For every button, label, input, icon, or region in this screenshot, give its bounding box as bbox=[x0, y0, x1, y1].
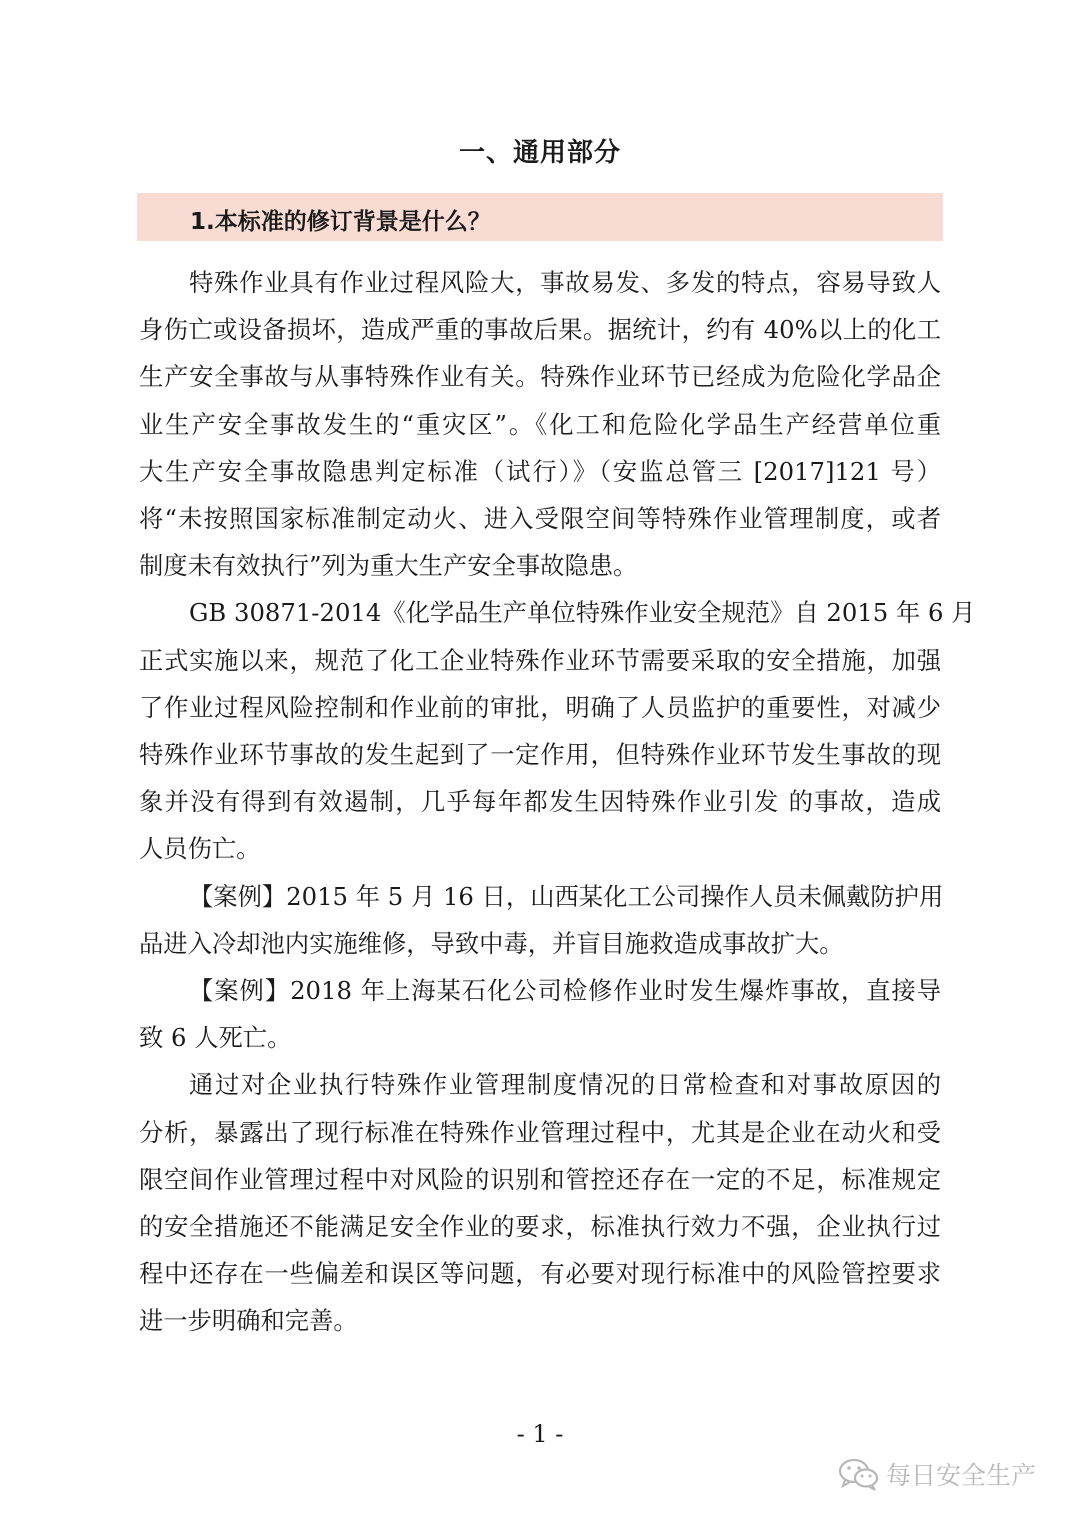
paragraph-standard-history bbox=[139, 589, 976, 872]
question-heading-bar bbox=[137, 193, 943, 241]
text-line: 特殊作业具有作业过程风险大，事故易发、多发的特点，容易导致人 bbox=[189, 268, 941, 297]
text-line: 身伤亡或设备损坏，造成严重的事故后果。据统计，约有 40%以上的化工 bbox=[139, 315, 941, 345]
text-line: 进一步明确和完善。 bbox=[139, 1306, 358, 1336]
text-line: 限空间作业管理过程中对风险的识别和管控还存在一定的不足，标准规定 bbox=[139, 1164, 941, 1194]
body-text bbox=[139, 259, 976, 1345]
text-line: 通过对企业执行特殊作业管理制度情况的日常检查和对事故原因的 bbox=[189, 1070, 941, 1100]
text-line: 品进入冷却池内实施维修，导致中毒，并盲目施救造成事故扩大。 bbox=[139, 928, 844, 958]
question-heading: 1.本标准的修订背景是什么？ bbox=[190, 209, 491, 235]
section-title: 一、通用部分 bbox=[458, 138, 621, 168]
text-line: 程中还存在一些偏差和误区等问题，有必要对现行标准中的风险管控要求 bbox=[139, 1259, 941, 1289]
text-line: 了作业过程风险控制和作业前的审批，明确了人员监护的重要性，对减少 bbox=[139, 692, 941, 722]
watermark-text: 每日安全生产 bbox=[886, 1461, 1037, 1490]
text-line: 【案例】2018 年上海某石化公司检修作业时发生爆炸事故，直接导 bbox=[189, 976, 941, 1006]
text-line: 业生产安全事故发生的“重灾区”。《化工和危险化学品生产经营单位重 bbox=[139, 409, 941, 439]
paragraph-conclusion bbox=[139, 1061, 941, 1344]
text-line: 大生产安全事故隐患判定标准（试行）》（安监总管三 [2017]121 号） bbox=[139, 456, 941, 486]
watermark bbox=[838, 1456, 1036, 1492]
text-line: 制度未有效执行”列为重大生产安全事故隐患。 bbox=[139, 551, 638, 581]
paragraph-case-1 bbox=[139, 873, 944, 967]
page-number: - 1 - bbox=[516, 1420, 564, 1448]
text-line: 将“未按照国家标准制定动火、进入受限空间等特殊作业管理制度，或者 bbox=[139, 504, 941, 534]
text-line: 正式实施以来，规范了化工企业特殊作业环节需要采取的安全措施，加强 bbox=[139, 645, 941, 675]
text-line: GB 30871-2014《化学品生产单位特殊作业安全规范》自 2015 年 6 月 bbox=[189, 598, 976, 628]
text-line: 分析，暴露出了现行标准在特殊作业管理过程中，尤其是企业在动火和受 bbox=[139, 1117, 941, 1147]
paragraph-background bbox=[139, 259, 941, 589]
text-line: 致 6 人死亡。 bbox=[139, 1023, 292, 1053]
text-line: 生产安全事故与从事特殊作业有关。特殊作业环节已经成为危险化学品企 bbox=[139, 362, 941, 392]
text-line: 人员伤亡。 bbox=[139, 834, 261, 864]
paragraph-case-2 bbox=[139, 967, 941, 1061]
text-line: 特殊作业环节事故的发生起到了一定作用，但特殊作业环节发生事故的现 bbox=[139, 740, 941, 770]
text-line: 象并没有得到有效遏制，几乎每年都发生因特殊作业引发 的事故，造成 bbox=[139, 787, 941, 817]
text-line: 的安全措施还不能满足安全作业的要求，标准执行效力不强，企业执行过 bbox=[139, 1212, 941, 1242]
wechat-icon bbox=[838, 1457, 880, 1491]
text-line: 【案例】2015 年 5 月 16 日，山西某化工公司操作人员未佩戴防护用 bbox=[189, 881, 944, 911]
